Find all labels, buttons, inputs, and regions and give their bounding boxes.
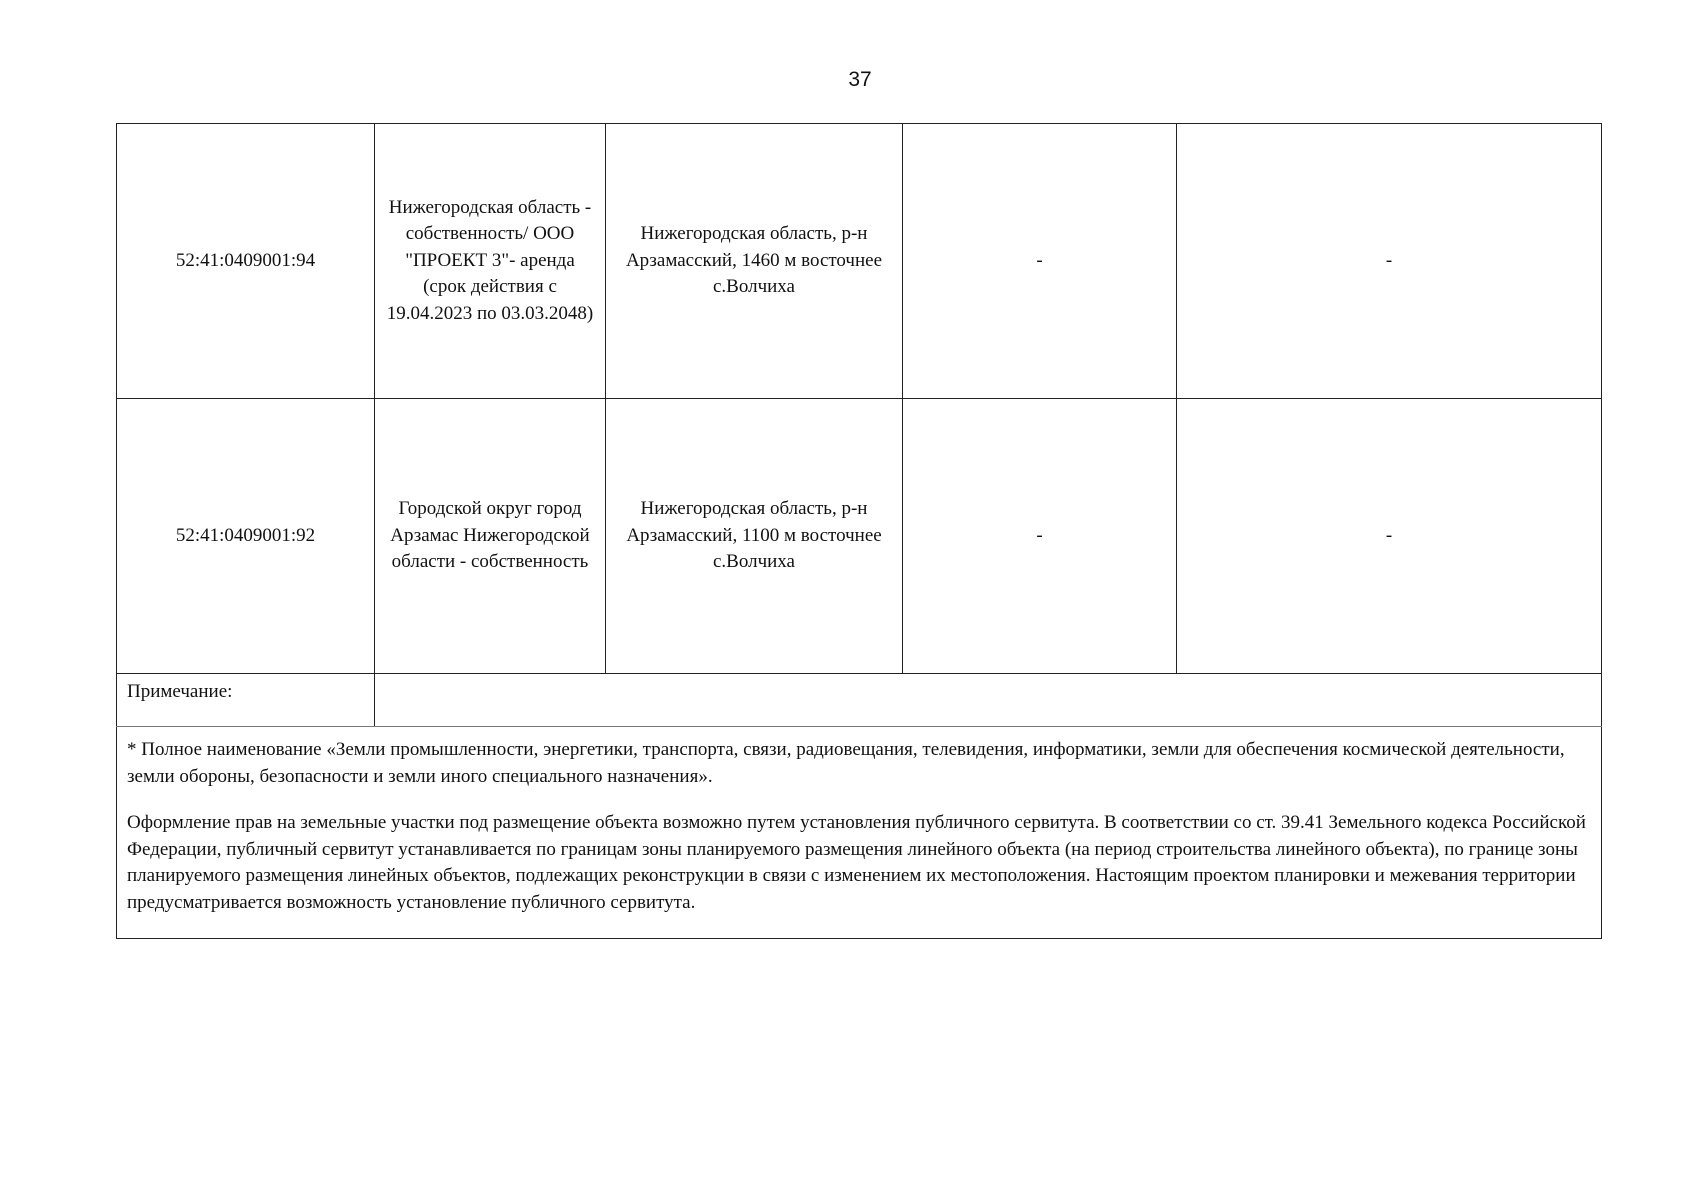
owner-cell — [375, 124, 606, 399]
note-paragraph-land-category: * Полное наименование «Земли промышленности, энергетики, транспорта, связи, радиовещания, телевидения, информатики, земли для обеспечения космической деятельности, земли обороны, безопасности и земли иного специального назначения». — [127, 739, 1565, 787]
note-text-row — [117, 727, 1602, 939]
table-row — [117, 399, 1602, 674]
cadastral-number-cell — [117, 399, 375, 674]
owner-text: Городской округ город Арзамас Нижегородской области - собственность — [390, 498, 590, 573]
owner-cell — [375, 399, 606, 674]
column-4-value: - — [1036, 249, 1043, 271]
note-label-row — [117, 674, 1602, 727]
note-label: Примечание: — [117, 674, 375, 727]
cadastral-number: 52:41:0409001:94 — [175, 249, 316, 271]
address-cell — [606, 399, 903, 674]
column-4-cell — [903, 124, 1177, 399]
column-5-cell — [1177, 124, 1602, 399]
address-text: Нижегородская область, р-н Арзамасский, 1460 м восточнее с.Волчиха — [625, 223, 883, 298]
note-empty-cell — [375, 674, 1602, 727]
note-paragraph-servitude: Оформление прав на земельные участки под размещение объекта возможно путем установления публичного сервитута. В соответствии со ст. 39.41 Земельного кодекса Российской Федерации, публичный сервитут устанавливается по границам зоны планируемого размещения линейного объекта (на период строительства линейного объекта), по границе зоны планируемого размещения линейных объектов, подлежащих реконструкции в связи с изменением их местоположения. Настоящим проектом планировки и межевания территории предусматривается возможность установление публичного сервитута. — [127, 812, 1586, 913]
column-5-cell — [1177, 399, 1602, 674]
land-plots-table — [116, 123, 1602, 939]
column-4-cell — [903, 399, 1177, 674]
column-5-value: - — [1385, 249, 1393, 271]
page-number: 37 — [848, 68, 872, 91]
owner-text: Нижегородская область - собственность/ ООО "ПРОЕКТ 3"- аренда (срок действия с 19.04.2023 по 03.03.2048) — [386, 196, 594, 324]
table-row — [117, 124, 1602, 399]
column-5-value: - — [1385, 524, 1393, 546]
note-text-cell — [117, 727, 1602, 939]
cadastral-number-cell — [117, 124, 375, 399]
cadastral-number: 52:41:0409001:92 — [175, 524, 316, 546]
column-4-value: - — [1036, 524, 1043, 546]
address-text: Нижегородская область, р-н Арзамасский, 1100 м восточнее с.Волчиха — [626, 498, 882, 573]
address-cell — [606, 124, 903, 399]
